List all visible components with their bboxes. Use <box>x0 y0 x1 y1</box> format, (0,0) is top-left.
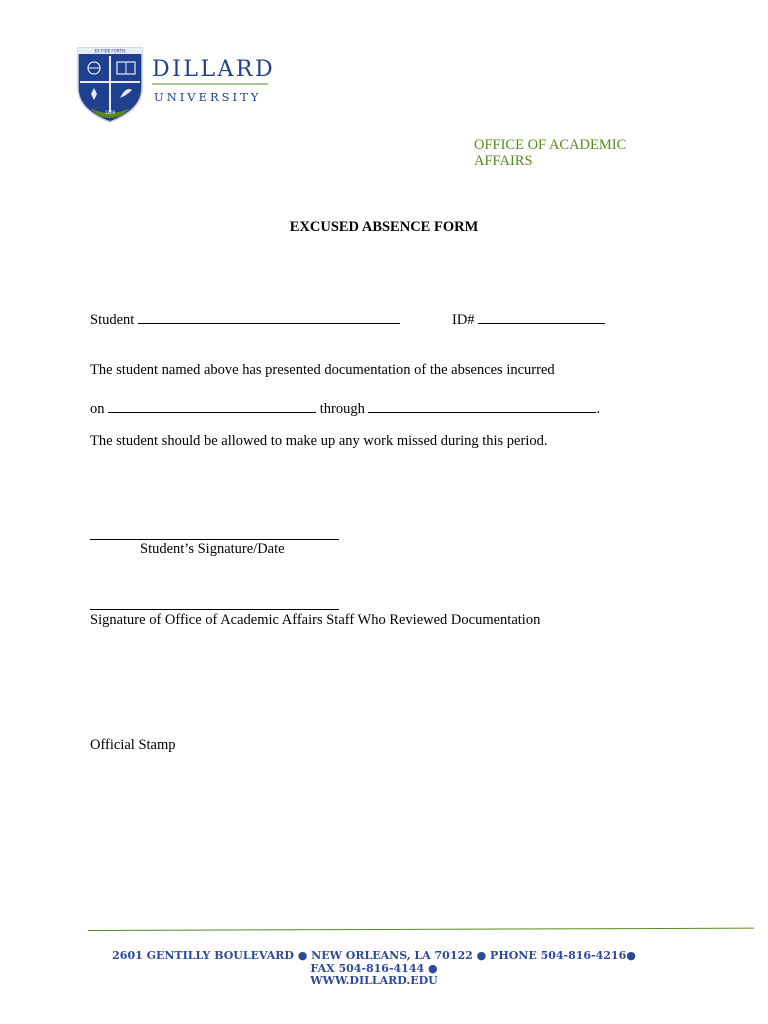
seal-motto: EX FIDE FORTIS <box>94 48 126 54</box>
shield-crest-icon <box>76 44 276 124</box>
student-id-field[interactable] <box>478 308 605 324</box>
id-label: ID# <box>452 312 475 328</box>
form-title: EXCUSED ABSENCE FORM <box>289 219 479 235</box>
student-name-field[interactable] <box>138 308 400 324</box>
official-stamp-label: Official Stamp <box>90 737 176 753</box>
office-heading: OFFICE OF ACADEMIC AFFAIRS <box>474 137 627 169</box>
footer-line-1: 2601 GENTILLY BOULEVARD ● NEW ORLEANS, LA 70122 ● PHONE 504-816-4216● FAX 504-816-4144 ● <box>112 949 636 975</box>
logo-subname: UNIVERSITY <box>154 90 262 104</box>
dillard-university-logo <box>76 44 276 124</box>
through-label: through <box>319 401 365 417</box>
start-date-field[interactable] <box>108 397 316 413</box>
student-label: Student <box>90 312 135 328</box>
student-row <box>90 308 400 329</box>
date-range-row <box>90 397 600 418</box>
footer-website: WWW.DILLARD.EDU <box>310 974 438 987</box>
footer-address <box>100 950 648 988</box>
period: . <box>596 401 601 417</box>
body-sentence-2: The student should be allowed to make up any work missed during this period. <box>90 433 548 449</box>
student-signature-label: Student’s Signature/Date <box>140 541 285 557</box>
body-sentence-1: The student named above has presented documentation of the absences incurred <box>90 362 555 378</box>
staff-signature-label: Signature of Office of Academic Affairs Staff Who Reviewed Documentation <box>90 612 541 628</box>
logo-name: DILLARD <box>152 57 276 82</box>
seal-year: 1869 <box>104 110 116 115</box>
staff-signature-line[interactable] <box>90 609 339 610</box>
on-label: on <box>90 401 105 417</box>
end-date-field[interactable] <box>368 397 596 413</box>
footer-divider <box>88 928 754 931</box>
id-row <box>452 308 605 329</box>
